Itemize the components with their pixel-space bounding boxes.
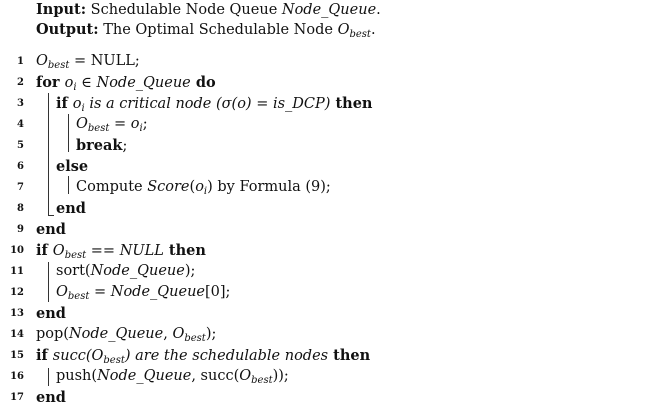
code-token: else [56,158,89,175]
code-token: o [195,179,204,195]
code-token: Node_Queue [90,263,185,279]
code-token: then [330,95,373,112]
if-critical-block-rule [68,114,69,152]
code-token: = [109,116,131,132]
line-code [56,261,195,282]
code-token: ); [205,326,217,342]
code-token: o [130,116,140,132]
code-token: O [36,53,48,69]
code-token: i [139,123,143,134]
code-token: best [251,375,273,386]
output-end: . [370,22,376,38]
code-token: is a critical node (σ(o) = is_DCP) [84,96,331,112]
line-code [56,198,86,220]
line-code [36,303,66,325]
code-token: o [72,96,82,112]
code-token: best [67,291,90,302]
for-block-rule-end [48,215,54,216]
else-block-rule [68,176,69,194]
code-token: sort( [56,263,91,279]
line-number: 7 [17,182,24,193]
code-token: best [47,60,70,71]
code-token: O [239,368,252,384]
code-token: ( [189,179,196,195]
code-token: Node_Queue [96,75,191,91]
code-token: pop( [36,326,69,342]
code-token: Node_Queue [68,326,164,342]
line-number: 8 [17,203,24,214]
code-token: ∈ [76,75,97,91]
code-token: for [36,74,65,91]
line-number: 9 [17,224,24,235]
code-token: )); [272,368,289,384]
code-token: NULL [119,243,164,259]
if-succ-block-rule [48,368,49,386]
code-token: == [86,243,120,259]
code-token: end [36,389,66,406]
code-token: o [64,75,74,91]
code-token: Score [147,179,190,195]
code-token: if [36,347,53,364]
code-token: ) are the schedulable nodes [124,348,329,364]
output-label: Output: [36,21,99,38]
code-token: O [52,243,65,259]
line-number: 2 [17,77,24,88]
code-token: end [36,221,66,238]
code-token: if [56,95,73,112]
code-token: do [190,74,216,91]
line-number: 5 [17,140,24,151]
output-sub: best [349,29,371,40]
line-number: 14 [10,329,24,340]
input-var: Node_Queue [281,2,377,18]
if-null-block-rule [48,262,49,302]
code-token: then [163,242,206,259]
line-code [76,135,127,157]
line-code [56,156,88,178]
code-token: Compute [76,179,148,195]
algorithm-output [36,21,376,44]
line-number: 13 [10,308,24,319]
code-token: O [56,284,68,300]
code-token: best [64,250,87,261]
line-number: 17 [10,392,24,403]
line-number: 4 [17,119,24,130]
line-code [36,387,66,409]
line-number: 10 [10,245,24,256]
line-code [36,219,66,241]
code-token: best [103,355,125,366]
for-block-rule [48,93,49,215]
code-token: = [89,284,111,300]
code-token: best [184,333,206,344]
input-label: Input: [36,1,87,18]
line-code [76,177,331,202]
code-token: i [73,82,77,93]
line-code [56,282,230,307]
code-token: Node_Queue [110,284,206,300]
code-token: end [36,305,66,322]
output-var: O [337,22,350,38]
code-token: = NULL; [69,53,140,69]
output-text: The Optimal Schedulable Node [103,22,333,38]
code-token: i [81,103,85,114]
code-token: then [328,347,371,364]
code-token: O [76,116,88,132]
code-token: O [172,326,185,342]
algorithm-input [36,1,381,19]
input-text: Schedulable Node Queue [90,2,278,18]
code-token: succ(O [52,348,104,364]
code-token: , succ( [191,368,240,384]
code-token: , [163,326,173,342]
code-token: push( [56,368,98,384]
code-token: if [36,242,53,259]
line-number: 12 [10,287,24,298]
code-token: best [87,123,110,134]
input-end: . [376,2,381,18]
code-token: break [76,137,123,154]
line-number: 1 [17,56,24,67]
line-number: 15 [10,350,24,361]
code-token: end [56,200,86,217]
code-token: Node_Queue [97,368,192,384]
line-number: 3 [17,98,24,109]
code-token: ; [122,138,128,154]
line-number: 16 [10,371,24,382]
code-token: ) by Formula (9); [207,179,331,195]
line-number: 11 [10,266,24,277]
line-number: 6 [17,161,24,172]
code-token: ); [184,263,196,279]
code-token: ; [142,116,148,132]
line-code [56,366,289,391]
code-token: i [203,186,208,197]
code-token: [0]; [205,284,231,300]
